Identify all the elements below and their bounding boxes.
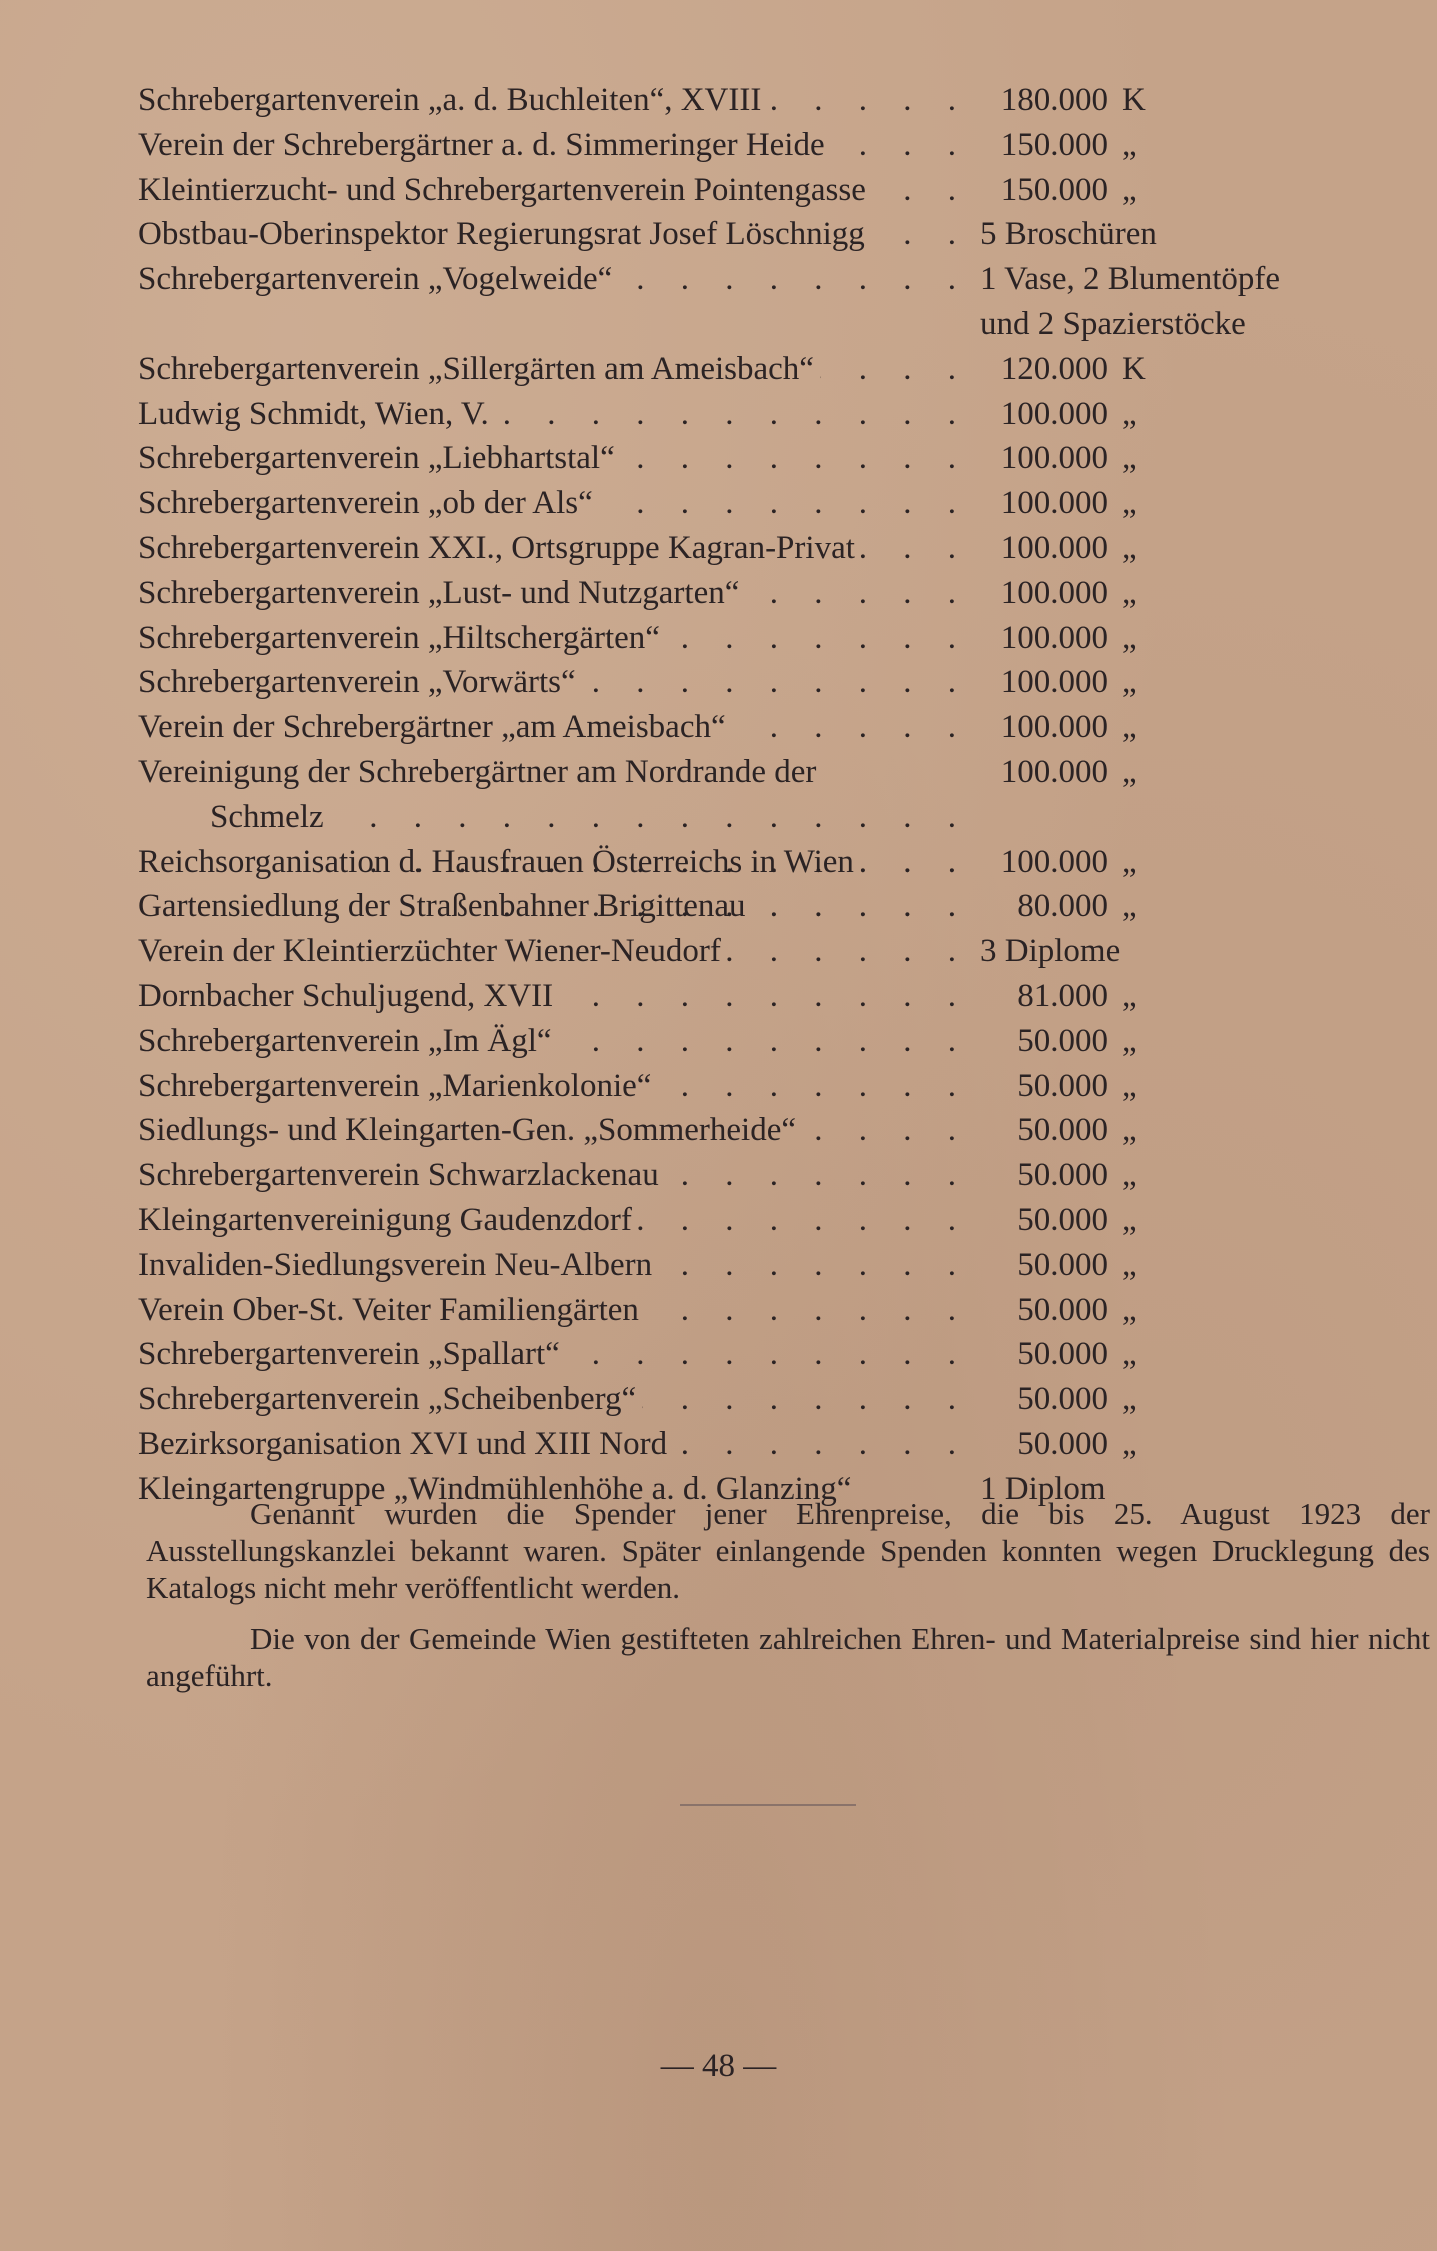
dot-leader: [727, 929, 970, 974]
donor-name-text: Kleingartenvereinigung Gaudenzdorf: [138, 1201, 632, 1238]
donor-row: [138, 481, 1278, 526]
amount-unit: „: [1122, 485, 1137, 522]
donation-amount: [970, 392, 1276, 437]
donor-name-text: Schrebergartenverein „ob der Als“: [138, 485, 593, 522]
donor-name: [138, 78, 970, 123]
donation-gift: [970, 929, 1280, 974]
donor-name-text: Kleingartengruppe „Windmühlenhöhe a. d. Glanzing“: [138, 1470, 852, 1507]
donor-row: [138, 571, 1278, 616]
donor-name-text: Schrebergartenverein „Scheibenberg“: [138, 1381, 637, 1418]
donor-row: [138, 1198, 1278, 1243]
donor-name: [138, 1198, 970, 1243]
donor-name-text: Schrebergartenverein XXI., Ortsgruppe Kagran-Privat: [138, 529, 855, 566]
dot-leader: [665, 1153, 970, 1198]
donor-row: [138, 884, 1278, 929]
donor-row: [138, 1243, 1278, 1288]
gift-text: 1 Diplom: [980, 1470, 1106, 1507]
donation-amount: [970, 571, 1276, 616]
donor-name-text: Schrebergartenverein Schwarzlackenau: [138, 1157, 659, 1194]
donor-name: [138, 1332, 970, 1377]
dot-leader: [618, 257, 970, 302]
donor-row: [138, 526, 1278, 571]
dot-leader: [831, 123, 970, 168]
donor-row: [138, 1019, 1278, 1064]
amount-unit: „: [1122, 664, 1137, 701]
dot-leader: [860, 840, 970, 885]
amount-unit: „: [1122, 1246, 1137, 1283]
donor-name-text: Schrebergartenverein „Hiltschergärten“: [138, 619, 660, 656]
amount-unit: „: [1122, 1157, 1137, 1194]
amount-value: 150.000: [1000, 126, 1108, 163]
amount-value: 100.000: [1000, 619, 1108, 656]
donation-amount: [970, 1019, 1276, 1064]
dot-leader: [582, 660, 970, 705]
amount-value: 150.000: [1000, 171, 1108, 208]
amount-unit: „: [1122, 1291, 1137, 1328]
dot-leader: [732, 705, 970, 750]
donor-name-text: Schrebergartenverein „Liebhartstal“: [138, 440, 615, 477]
amount-value: 50.000: [1017, 1425, 1108, 1462]
donor-name-text: Invaliden-Siedlungsverein Neu-Albern: [138, 1246, 653, 1283]
dot-leader: [599, 481, 970, 526]
donor-row: [138, 212, 1278, 257]
donor-name-text: Reichsorganisation d. Hausfrauen Österreichs in Wien: [138, 843, 854, 880]
amount-unit: „: [1122, 529, 1137, 566]
donor-row: [138, 347, 1278, 392]
amount-unit: „: [1122, 1022, 1137, 1059]
donor-row: [138, 1332, 1278, 1377]
dot-leader: [872, 168, 970, 213]
dot-leader: [752, 884, 970, 929]
donor-name-text: Kleintierzucht- und Schrebergartenverein Pointengasse: [138, 171, 866, 208]
dot-leader: [566, 1332, 970, 1377]
amount-value: 100.000: [1000, 440, 1108, 477]
donor-name-text: Siedlungs- und Kleingarten-Gen. „Sommerheide“: [138, 1112, 796, 1149]
dot-leader: [645, 1288, 970, 1333]
donation-amount: [970, 1422, 1276, 1467]
dot-leader: [820, 347, 970, 392]
amount-value: 100.000: [1000, 485, 1108, 522]
dot-leader: [673, 1422, 970, 1467]
donor-row: [138, 123, 1278, 168]
donor-name: [138, 392, 970, 437]
donor-name: [138, 1153, 970, 1198]
amount-unit: „: [1122, 1381, 1137, 1418]
donor-name: [138, 571, 970, 616]
donor-name: [138, 974, 970, 1019]
donor-row: [138, 1288, 1278, 1333]
amount-value: 100.000: [1000, 843, 1108, 880]
amount-value: 100.000: [1000, 529, 1108, 566]
donor-name: [138, 1243, 970, 1288]
donation-amount: [970, 78, 1276, 123]
amount-unit: K: [1122, 82, 1146, 118]
donor-name-text: Ludwig Schmidt, Wien, V.: [138, 395, 489, 432]
donation-amount: [970, 705, 1276, 750]
donor-name: [138, 1288, 970, 1333]
amount-value: 50.000: [1017, 1112, 1108, 1149]
donation-amount: [970, 1377, 1276, 1422]
amount-unit: K: [1122, 350, 1146, 387]
donor-row: [138, 750, 1278, 840]
amount-value: 50.000: [1017, 1291, 1108, 1328]
amount-unit: „: [1122, 843, 1137, 880]
dot-leader: [871, 212, 970, 257]
donor-name: [138, 1064, 970, 1109]
donation-amount: [970, 347, 1276, 392]
amount-unit: „: [1122, 977, 1137, 1014]
donor-row: [138, 705, 1278, 750]
gift-text-continuation: und 2 Spazierstöcke: [980, 305, 1246, 342]
donation-amount: [970, 436, 1276, 481]
donation-amount: [970, 481, 1276, 526]
donor-name-text: Obstbau-Oberinspektor Regierungsrat Josef Löschnigg: [138, 216, 865, 253]
footnote-paragraph: Genannt wurden die Spender jener Ehrenpreise, die bis 25. August 1923 der Ausstellungskanzlei bekannt waren. Später einlangende Spenden konnten wegen Drucklegung des Katalogs nicht mehr veröffentlicht werden.: [146, 1496, 1430, 1605]
amount-value: 50.000: [1017, 1381, 1108, 1418]
amount-value: 50.000: [1017, 1201, 1108, 1238]
donor-row: [138, 974, 1278, 1019]
donor-row: [138, 840, 1278, 885]
donor-row: [138, 1377, 1278, 1422]
donor-name-text: Verein Ober-St. Veiter Familiengärten: [138, 1291, 639, 1328]
amount-unit: „: [1122, 395, 1137, 432]
dot-leader: [861, 526, 970, 571]
amount-value: 180.000: [1000, 82, 1108, 118]
donor-name: [138, 1377, 970, 1422]
donor-row: [138, 436, 1278, 481]
dot-leader: [657, 1064, 970, 1109]
donor-name-line: Schmelz: [210, 798, 324, 835]
gift-text: 1 Vase, 2 Blumentöpfe: [980, 261, 1281, 298]
donor-name-text: Gartensiedlung der Straßenbahner Brigittenau: [138, 888, 746, 925]
donor-name: [138, 1108, 970, 1153]
page-number: — 48 —: [660, 2048, 777, 2084]
donor-row: [138, 392, 1278, 437]
amount-unit: „: [1122, 888, 1137, 925]
dot-leader: [666, 616, 970, 661]
donation-amount: [970, 1108, 1276, 1153]
amount-unit: „: [1122, 440, 1137, 477]
donor-row: [138, 78, 1278, 123]
donor-name: [138, 347, 970, 392]
donor-name-text: Verein der Kleintierzüchter Wiener-Neudorf: [138, 933, 721, 970]
donor-name-text: Verein der Schrebergärtner a. d. Simmeringer Heide: [138, 126, 825, 163]
donation-amount: [970, 1332, 1276, 1377]
dot-leader: [642, 1377, 970, 1422]
section-divider: [680, 1804, 856, 1806]
dot-leader: [767, 78, 970, 123]
donor-row: [138, 168, 1278, 213]
amount-unit: „: [1122, 619, 1137, 656]
donation-amount: [970, 660, 1276, 705]
amount-unit: „: [1122, 1336, 1137, 1373]
dot-leader: [802, 1108, 970, 1153]
donation-amount: [970, 884, 1276, 929]
donor-name: [138, 123, 970, 168]
donation-amount: [970, 123, 1276, 168]
donor-row: [138, 1422, 1278, 1467]
donor-name: [138, 526, 970, 571]
dot-leader: [658, 1243, 970, 1288]
donor-name-text: Schrebergartenverein „Spallart“: [138, 1336, 560, 1373]
amount-unit: „: [1122, 753, 1137, 790]
donor-name: [138, 929, 970, 974]
amount-unit: „: [1122, 574, 1137, 611]
donor-name-text: Schrebergartenverein „a. d. Buchleiten“, XVIII: [138, 82, 762, 118]
dot-leader: [558, 1019, 970, 1064]
dot-leader: [745, 571, 970, 616]
donor-row: [138, 1153, 1278, 1198]
donor-name-line: Vereinigung der Schrebergärtner am Nordrande der: [138, 753, 817, 790]
dot-leader: [495, 392, 970, 437]
donation-amount: [970, 1064, 1276, 1109]
donor-row: [138, 257, 1281, 347]
donor-name: [138, 1422, 970, 1467]
amount-value: 100.000: [1000, 709, 1108, 746]
donor-row: [138, 1064, 1278, 1109]
amount-value: 50.000: [1017, 1246, 1108, 1283]
amount-value: 50.000: [1017, 1067, 1108, 1104]
amount-unit: „: [1122, 1201, 1137, 1238]
donor-name-text: Schrebergartenverein „Marienkolonie“: [138, 1067, 652, 1104]
amount-value: 50.000: [1017, 1022, 1108, 1059]
donor-name-text: Schrebergartenverein „Im Ägl“: [138, 1022, 552, 1059]
gift-text: 3 Diplome: [980, 933, 1121, 970]
amount-unit: „: [1122, 171, 1137, 208]
donor-name: [138, 168, 970, 213]
donor-row: [138, 616, 1278, 661]
donor-name: [138, 1019, 970, 1064]
donor-name: [138, 436, 970, 481]
donor-name: [138, 705, 970, 750]
donor-row: [138, 929, 1278, 974]
donor-name: [138, 212, 970, 257]
footnotes: [146, 1495, 1430, 1708]
amount-value: 100.000: [1000, 574, 1108, 611]
amount-value: 120.000: [1000, 350, 1108, 387]
donor-list: [138, 78, 1281, 1512]
amount-value: 81.000: [1017, 977, 1108, 1014]
dot-leader: [638, 1198, 970, 1243]
donor-name: [138, 840, 970, 885]
donor-name-text: Schrebergartenverein „Vorwärts“: [138, 664, 576, 701]
donor-name-text: Verein der Schrebergärtner „am Ameisbach“: [138, 709, 726, 746]
donation-amount: [970, 616, 1276, 661]
donor-name-text: Schrebergartenverein „Lust- und Nutzgarten“: [138, 574, 740, 611]
footnote-paragraph: Die von der Gemeinde Wien gestifteten zahlreichen Ehren- und Materialpreise sind hier nicht angeführt.: [146, 1621, 1430, 1693]
amount-unit: „: [1122, 126, 1137, 163]
donation-amount: [970, 840, 1276, 885]
donation-amount: [970, 1153, 1276, 1198]
dot-leader: [621, 436, 970, 481]
amount-value: 80.000: [1017, 888, 1108, 925]
donor-name: [138, 257, 970, 302]
amount-value: 100.000: [1000, 664, 1108, 701]
amount-unit: „: [1122, 1067, 1137, 1104]
donation-amount: [970, 974, 1276, 1019]
donation-amount: [970, 526, 1276, 571]
gift-text: 5 Broschüren: [980, 216, 1157, 253]
donation-gift: [970, 257, 1280, 347]
donation-amount: [970, 750, 1276, 795]
amount-value: 100.000: [1000, 753, 1108, 790]
donation-amount: [970, 1243, 1276, 1288]
dot-leader: [559, 974, 970, 1019]
donor-name: [138, 481, 970, 526]
donor-name-text: Schrebergartenverein „Vogelweide“: [138, 261, 613, 298]
amount-value: 50.000: [1017, 1157, 1108, 1194]
amount-unit: „: [1122, 709, 1137, 746]
amount-value: 100.000: [1000, 395, 1108, 432]
donor-name-text: Bezirksorganisation XVI und XIII Nord: [138, 1425, 668, 1462]
donor-row: [138, 660, 1278, 705]
donor-name-text: Dornbacher Schuljugend, XVII: [138, 977, 554, 1014]
donor-name-text: Schrebergartenverein „Sillergärten am Ameisbach“: [138, 350, 814, 387]
amount-unit: „: [1122, 1112, 1137, 1149]
donor-row: [138, 1108, 1278, 1153]
donor-name: [138, 660, 970, 705]
amount-value: 50.000: [1017, 1336, 1108, 1373]
donation-amount: [970, 1288, 1276, 1333]
donor-name: [138, 616, 970, 661]
donation-gift: [970, 212, 1280, 257]
amount-unit: „: [1122, 1425, 1137, 1462]
donation-amount: [970, 168, 1276, 213]
donation-amount: [970, 1198, 1276, 1243]
donor-name: [138, 884, 970, 929]
